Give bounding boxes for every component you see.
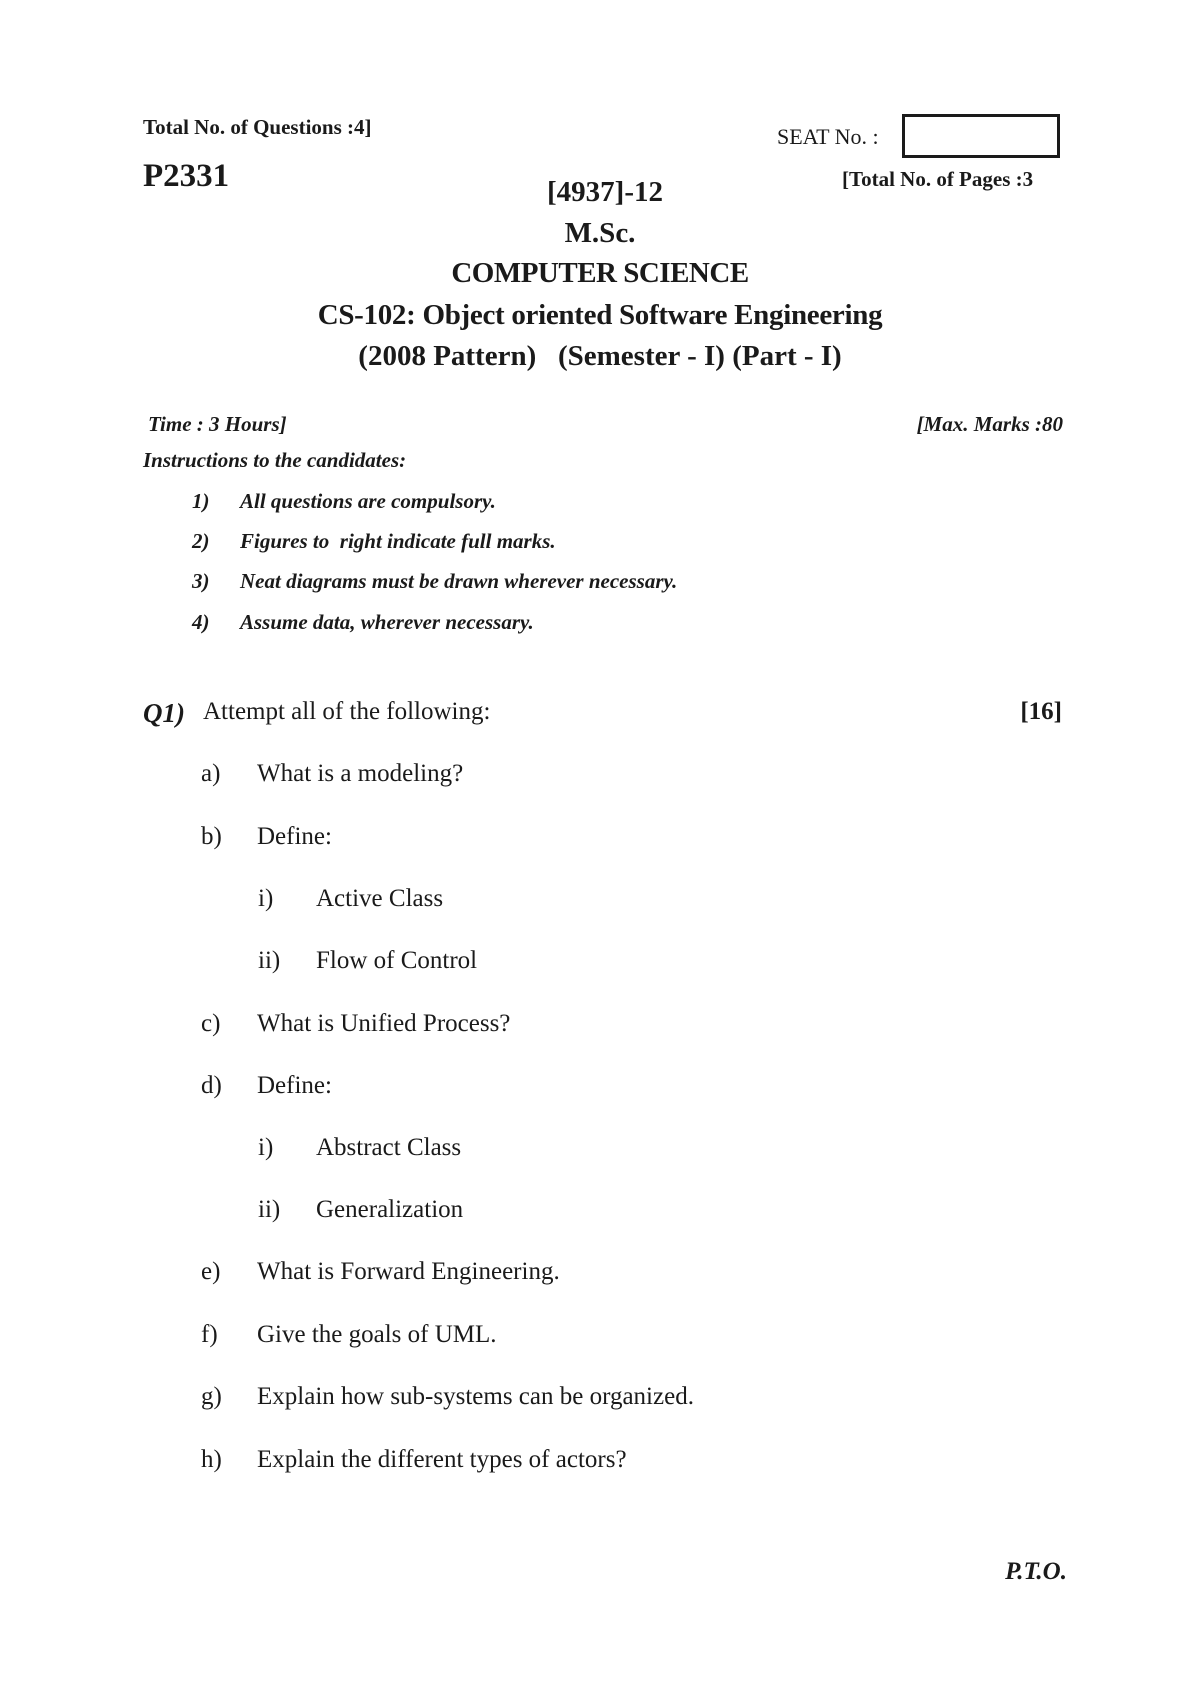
question-item xyxy=(0,760,1200,792)
paper-code: P2331 xyxy=(143,158,230,194)
question-item xyxy=(0,1321,1200,1353)
question-subitem xyxy=(0,947,1200,979)
item-text: Define: xyxy=(257,823,332,850)
item-text: Explain the different types of actors? xyxy=(257,1446,627,1473)
question-item xyxy=(0,1446,1200,1478)
subject: COMPUTER SCIENCE xyxy=(451,257,749,289)
instruction-number: 1) xyxy=(192,489,210,513)
pattern-semester: (2008 Pattern) (Semester - I) (Part - I) xyxy=(358,340,842,372)
question-item xyxy=(0,823,1200,855)
question-subitem xyxy=(0,1196,1200,1228)
subitem-label: i) xyxy=(258,1134,274,1161)
question-text: Attempt all of the following: xyxy=(203,698,491,725)
subitem-text: Flow of Control xyxy=(316,947,478,974)
instruction-item xyxy=(0,610,1200,638)
instruction-text: Figures to right indicate full marks. xyxy=(240,529,556,553)
please-turn-over: P.T.O. xyxy=(1005,1558,1067,1585)
course-title: CS-102: Object oriented Software Engineering xyxy=(317,299,883,331)
instruction-item xyxy=(0,569,1200,597)
item-label: f) xyxy=(201,1321,218,1348)
instruction-text: Neat diagrams must be drawn wherever necessary. xyxy=(240,569,678,593)
item-text: Define: xyxy=(257,1072,332,1099)
instruction-number: 2) xyxy=(192,529,210,553)
item-label: h) xyxy=(201,1446,222,1473)
instruction-number: 4) xyxy=(192,610,210,634)
instruction-number: 3) xyxy=(192,569,210,593)
item-text: What is Unified Process? xyxy=(257,1010,511,1037)
total-questions: Total No. of Questions :4] xyxy=(143,115,372,139)
instruction-item xyxy=(0,529,1200,557)
subitem-label: ii) xyxy=(258,1196,281,1223)
subitem-label: i) xyxy=(258,885,274,912)
item-label: c) xyxy=(201,1010,221,1037)
subitem-label: ii) xyxy=(258,947,281,974)
question-number: Q1) xyxy=(143,698,185,728)
subitem-text: Active Class xyxy=(316,885,444,912)
item-text: What is Forward Engineering. xyxy=(257,1258,560,1285)
subitem-text: Abstract Class xyxy=(316,1134,462,1161)
question-item xyxy=(0,1383,1200,1415)
item-label: b) xyxy=(201,823,222,850)
question-item xyxy=(0,1258,1200,1290)
item-label: d) xyxy=(201,1072,222,1099)
instruction-text: Assume data, wherever necessary. xyxy=(240,610,534,634)
seat-number-box xyxy=(902,114,1060,158)
subitem-text: Generalization xyxy=(316,1196,464,1223)
item-text: Explain how sub-systems can be organized. xyxy=(257,1383,694,1410)
exam-code: [4937]-12 xyxy=(547,176,663,208)
item-label: a) xyxy=(201,760,221,787)
question-subitem xyxy=(0,885,1200,917)
item-label: e) xyxy=(201,1258,221,1285)
seat-number-label: SEAT No. : xyxy=(777,124,879,149)
max-marks: [Max. Marks :80 xyxy=(916,412,1063,436)
instruction-text: All questions are compulsory. xyxy=(240,489,496,513)
question-item xyxy=(0,1010,1200,1042)
item-label: g) xyxy=(201,1383,222,1410)
instruction-item xyxy=(0,489,1200,517)
item-text: What is a modeling? xyxy=(257,760,464,787)
question-subitem xyxy=(0,1134,1200,1166)
question-item xyxy=(0,1072,1200,1104)
time-allowed: Time : 3 Hours] xyxy=(148,412,287,436)
item-text: Give the goals of UML. xyxy=(257,1321,497,1348)
total-pages: [Total No. of Pages :3 xyxy=(842,167,1034,191)
instructions-heading: Instructions to the candidates: xyxy=(143,448,407,472)
question-marks: [16] xyxy=(1020,698,1062,725)
degree: M.Sc. xyxy=(564,217,636,249)
